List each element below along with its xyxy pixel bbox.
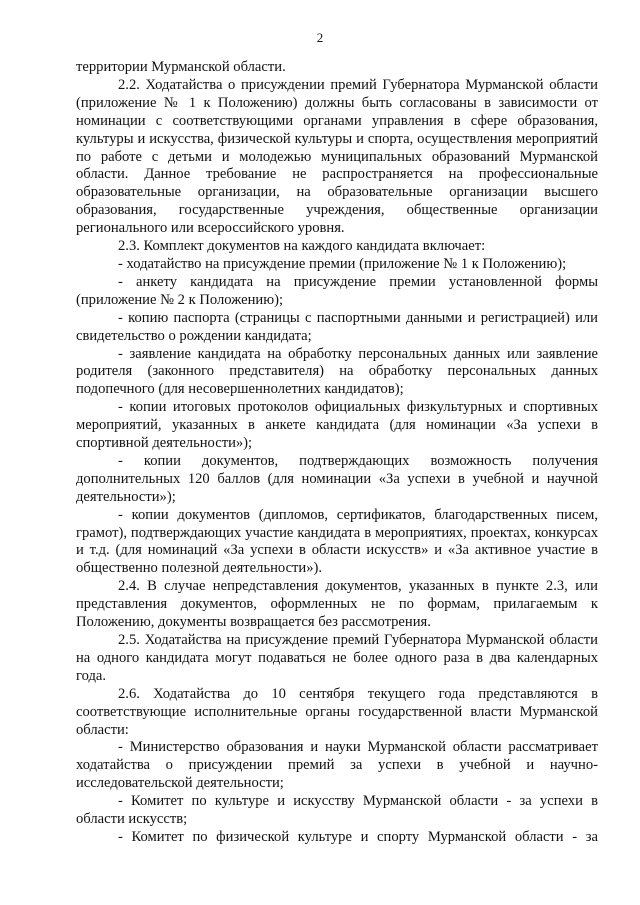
paragraph: - Комитет по физической культуре и спорту Мурманской области - за — [118, 828, 598, 845]
paragraph: - Комитет по культуре и искусству Мурманской области - за успехи в области искусств; — [76, 793, 598, 828]
paragraph: - ходатайство на присуждение премии (приложение № 1 к Положению); — [118, 255, 567, 272]
paragraph: 2.3. Комплект документов на каждого кандидата включает: — [118, 238, 486, 255]
page-number: 2 — [316, 30, 324, 45]
paragraph: 2.2. Ходатайства о присуждении премий Губернатора Мурманской области (приложение № 1 к Положению) должны быть согласованы в зависимости от номинации с соответствующими органами управления в сфере образования, культуры и искусства, физической культуры и спорта, осуществления мероприятий по работе с детьми и молодежью муниципальных образований Мурманской области. Данное требование не распространяется на профессиональные образовательные организации, на образовательные организации высшего образования, государственные учреждения, общественные организации регионального или всероссийского уровня. — [76, 76, 598, 237]
paragraph: - копии итоговых протоколов официальных физкультурных и спортивных мероприятий, указанных в анкете кандидата (для номинации «За успехи в спортивной деятельности»); — [76, 399, 598, 452]
paragraph: 2.4. В случае непредставления документов, указанных в пункте 2.3, или представления документов, оформленных не по формам, прилагаемым к Положению, документы возвращается без рассмотрения. — [76, 578, 598, 631]
paragraph: - анкету кандидата на присуждение премии установленной формы (приложение № 2 к Положению); — [76, 273, 598, 308]
document-body — [76, 59, 598, 847]
paragraph: территории Мурманской области. — [76, 59, 286, 75]
paragraph: - копию паспорта (страницы с паспортными данными и регистрацией) или свидетельство о рождении кандидата; — [76, 309, 598, 344]
paragraph: 2.6. Ходатайства до 10 сентября текущего года представляются в соответствующие исполнительные органы государственной власти Мурманской области: — [76, 685, 598, 738]
paragraph: - копии документов, подтверждающих возможность получения дополнительных 120 баллов (для номинации «За успехи в учебной и научной деятельности»); — [76, 452, 598, 505]
paragraph: - копии документов (дипломов, сертификатов, благодарственных писем, грамот), подтверждающих участие кандидата в мероприятиях, проектах, конкурсах и т.д. (для номинаций «За успехи в области искусств» и «За активное участие в общественно полезной деятельности»). — [76, 506, 598, 577]
paragraph: - заявление кандидата на обработку персональных данных или заявление родителя (законного представителя) на обработку персональных данных подопечного (для несовершеннолетних кандидатов); — [76, 345, 598, 398]
paragraph: - Министерство образования и науки Мурманской области рассматривает ходатайства о присуждении премий за успехи в учебной и научно-исследовательской деятельности; — [76, 739, 598, 792]
paragraph: 2.5. Ходатайства на присуждение премий Губернатора Мурманской области на одного кандидата могут подаваться не более одного раза в два календарных года. — [76, 632, 598, 684]
